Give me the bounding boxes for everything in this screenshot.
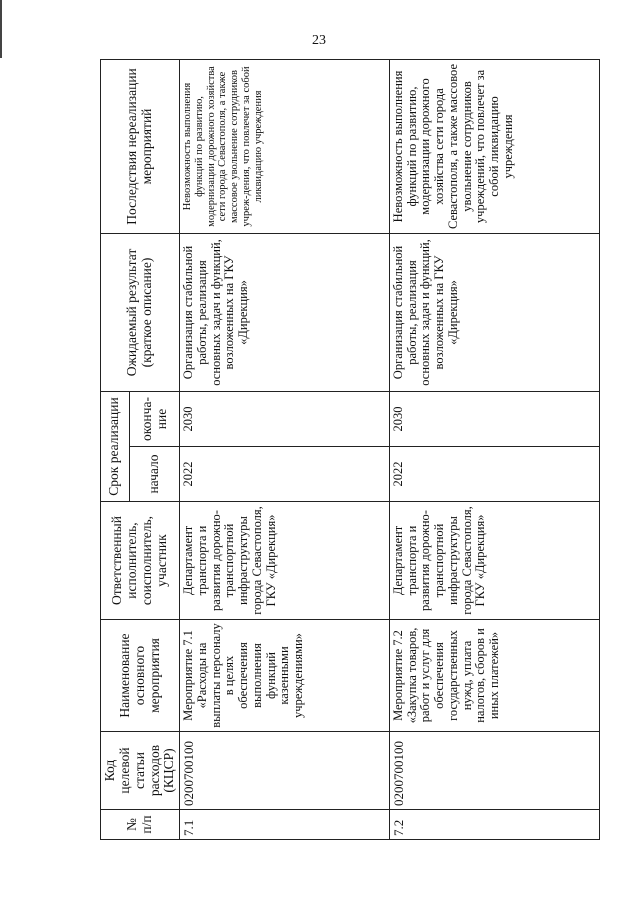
table-row bbox=[180, 59, 390, 839]
row-name: Мероприятие 7.1 «Расходы на выплаты персоналу в целях обеспечения выполнения функций казенными учреждениями» bbox=[180, 620, 390, 732]
header-executor: Ответственный исполнитель, соисполнитель, участник bbox=[101, 502, 180, 620]
header-start: начало bbox=[129, 447, 179, 502]
header-end: оконча-ние bbox=[129, 391, 179, 446]
row-result: Организация стабильной работы, реализация основных задач и функций, возложенных на ГКУ «Дирекция» bbox=[389, 233, 599, 391]
row-num: 7.1 bbox=[180, 810, 390, 840]
measures-table bbox=[100, 59, 600, 840]
row-code: 0200700100 bbox=[180, 732, 390, 810]
table-row bbox=[389, 59, 599, 839]
page-number: 23 bbox=[312, 33, 326, 48]
row-consequences: Невозможность выполнения функций по развитию, модернизации дорожного хозяйства сети города Севастополя, а также массовое увольнение сотрудников учреж-дения, что повлечет за собой ликвидацию учреждения bbox=[180, 59, 390, 233]
row-consequences: Невозможность выполнения функций по развитию, модернизации дорожного хозяйства сети города Севастополя, а также массовое увольнение сотрудников учреждений, что повлечет за собой ликвидацию учреждения bbox=[389, 59, 599, 233]
header-consequences: Последствия нереализации мероприятий bbox=[101, 59, 180, 233]
row-end: 2030 bbox=[180, 391, 390, 446]
margin-mark bbox=[0, 0, 2, 58]
header-num: № п/п bbox=[101, 810, 180, 840]
row-executor: Департамент транспорта и развития дорожно-транспортной инфраструктуры города Севастополя, ГКУ «Дирекция» bbox=[180, 502, 390, 620]
row-start: 2022 bbox=[389, 447, 599, 502]
row-name: Мероприятие 7.2 «Закупка товаров, работ и услуг для обеспечения государственных нужд, уплата налогов, сборов и иных платежей» bbox=[389, 620, 599, 732]
header-name: Наименование основного мероприятия bbox=[101, 620, 180, 732]
header-result: Ожидаемый результат (краткое описание) bbox=[101, 233, 180, 391]
row-executor: Департамент транспорта и развития дорожно-транспортной инфраструктуры города Севастополя, ГКУ «Дирекция» bbox=[389, 502, 599, 620]
rotated-table-container bbox=[100, 60, 575, 840]
row-end: 2030 bbox=[389, 391, 599, 446]
header-code: Код целевой статьи расходов (КЦСР) bbox=[101, 732, 180, 810]
row-code: 0200700100 bbox=[389, 732, 599, 810]
row-result: Организация стабильной работы, реализация основных задач и функций, возложенных на ГКУ «Дирекция» bbox=[180, 233, 390, 391]
header-term: Срок реализации bbox=[101, 391, 130, 501]
row-num: 7.2 bbox=[389, 810, 599, 840]
row-start: 2022 bbox=[180, 447, 390, 502]
